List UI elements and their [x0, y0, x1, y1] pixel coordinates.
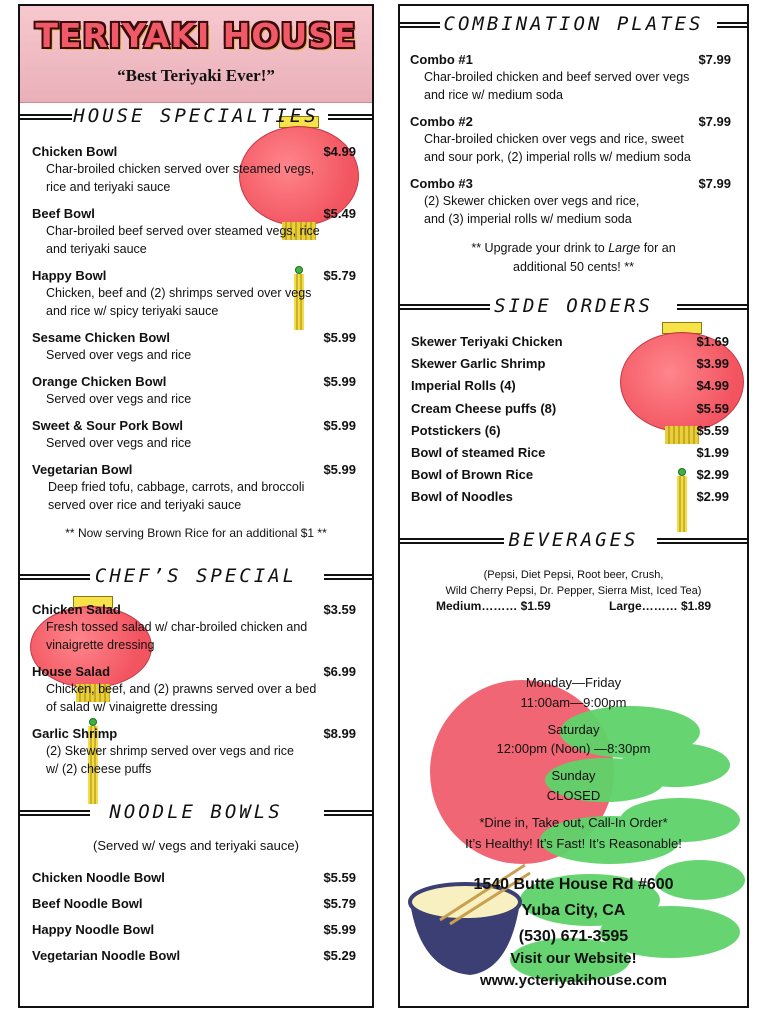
side-order-item: Skewer Garlic Shrimp $3.99: [411, 356, 729, 371]
menu-item: Vegetarian Bowl $5.99 Deep fried tofu, cabbage, carrots, and broccoli served over rice and teriyaki sauce: [32, 462, 356, 512]
price: $5.99: [323, 462, 356, 477]
price: $5.79: [323, 268, 356, 283]
hours-saturday: 12:00pm (Noon) —8:30pm: [496, 741, 651, 756]
price: $5.59: [696, 401, 729, 416]
price: $7.99: [698, 176, 731, 191]
menu-item: Sweet & Sour Pork Bowl $5.99 Served over vegs and rice: [32, 418, 356, 450]
beverage-large-price: Large……… $1.89: [609, 599, 712, 613]
section-title: SIDE ORDERS: [494, 295, 653, 317]
price: $5.49: [323, 206, 356, 221]
menu-item: Chicken Noodle Bowl $5.59: [32, 870, 356, 885]
price: $1.69: [696, 334, 729, 349]
menu-item: Beef Bowl $5.49 Char-broiled beef served over steamed vegs, rice and teriyaki sauce: [32, 206, 356, 256]
price: $6.99: [323, 664, 356, 679]
section-title: COMBINATION PLATES: [443, 13, 704, 35]
section-header-house-specialties: [20, 106, 372, 132]
hours-weekday-label: Monday—Friday: [525, 675, 622, 690]
price: $3.59: [323, 602, 356, 617]
price: $4.99: [696, 378, 729, 393]
brown-rice-note: ** Now serving Brown Rice for an additional $1 **: [65, 526, 327, 540]
side-order-item: Skewer Teriyaki Chicken $1.69: [411, 334, 729, 349]
price: $5.99: [323, 330, 356, 345]
left-menu-panel: [18, 4, 374, 1008]
price: $5.59: [696, 423, 729, 438]
hours-weekday: 11:00am—9:00pm: [520, 695, 627, 710]
beverage-list: (Pepsi, Diet Pepsi, Root beer, Crush, Wild Cherry Pepsi, Dr. Pepper, Sierra Mist, Iced Tea): [445, 569, 702, 597]
menu-item: Combo #2 $7.99 Char-broiled chicken over vegs and rice, sweet and sour pork, (2) imperial rolls w/ medium soda: [410, 114, 731, 164]
price: $4.99: [323, 144, 356, 159]
menu-item: Vegetarian Noodle Bowl $5.29: [32, 948, 356, 963]
side-order-item: Bowl of steamed Rice $1.99: [411, 445, 729, 460]
price: $2.99: [696, 467, 729, 482]
beverage-medium-price: Medium……… $1.59: [436, 599, 551, 613]
visit-website-label: Visit our Website!: [510, 950, 637, 967]
hours-sunday-label: Sunday: [551, 768, 596, 783]
tagline: “Best Teriyaki Ever!”: [117, 66, 275, 85]
menu-item: Beef Noodle Bowl $5.79: [32, 896, 356, 911]
menu-item: Chicken Bowl $4.99 Char-broiled chicken served over steamed vegs, rice and teriyaki sauce: [32, 144, 356, 194]
side-order-item: Potstickers (6) $5.59: [411, 423, 729, 438]
section-header-chefs-special: [20, 566, 372, 592]
phone-number: (530) 671-3595: [518, 928, 629, 945]
hours-sunday: CLOSED: [546, 788, 601, 803]
menu-item: Chicken Salad $3.59 Fresh tossed salad w/ char-broiled chicken and vinaigrette dressing: [32, 602, 356, 652]
price: $5.99: [323, 418, 356, 433]
restaurant-logo-title: TERIYAKI HOUSE: [35, 16, 357, 55]
price: $5.79: [323, 896, 356, 911]
section-title: NOODLE BOWLS: [109, 801, 283, 823]
section-header-noodle-bowls: [20, 802, 372, 828]
section-header-side-orders: [400, 296, 747, 322]
website-link[interactable]: www.ycteriyakihouse.com: [479, 972, 668, 989]
banner: [20, 6, 372, 103]
price: $7.99: [698, 114, 731, 129]
menu-item: House Salad $6.99 Chicken, beef, and (2) prawns served over a bed of salad w/ vinaigrette dressing: [32, 664, 356, 714]
menu-item: Garlic Shrimp $8.99 (2) Skewer shrimp served over vegs and rice w/ (2) cheese puffs: [32, 726, 356, 776]
drink-upgrade-note: ** Upgrade your drink to Large for an additional 50 cents! **: [471, 241, 676, 274]
menu-item: Sesame Chicken Bowl $5.99 Served over vegs and rice: [32, 330, 356, 362]
menu-item: Combo #1 $7.99 Char-broiled chicken and beef served over vegs and rice w/ medium soda: [410, 52, 731, 102]
side-order-item: Cream Cheese puffs (8) $5.59: [411, 401, 729, 416]
side-order-item: Bowl of Noodles $2.99: [411, 489, 729, 504]
price: $5.59: [323, 870, 356, 885]
menu-item: Happy Noodle Bowl $5.99: [32, 922, 356, 937]
price: $3.99: [696, 356, 729, 371]
price: $1.99: [696, 445, 729, 460]
right-menu-panel: [398, 4, 749, 1008]
price: $2.99: [696, 489, 729, 504]
side-order-item: Bowl of Brown Rice $2.99: [411, 467, 729, 482]
noodle-subtitle: (Served w/ vegs and teriyaki sauce): [93, 838, 299, 853]
city: Yuba City, CA: [521, 902, 626, 919]
price: $5.99: [323, 922, 356, 937]
section-header-beverages: [400, 530, 747, 556]
price: $7.99: [698, 52, 731, 67]
section-title: HOUSE SPECIALTIES: [73, 105, 319, 127]
address: 1540 Butte House Rd #600: [473, 876, 674, 893]
service-options: *Dine in, Take out, Call-In Order*: [479, 815, 668, 830]
section-title: CHEF’S SPECIAL: [94, 565, 298, 587]
menu-item: Orange Chicken Bowl $5.99 Served over vegs and rice: [32, 374, 356, 406]
price: $5.99: [323, 374, 356, 389]
section-title: BEVERAGES: [508, 529, 639, 551]
section-header-combination-plates: [400, 14, 747, 40]
side-order-item: Imperial Rolls (4) $4.99: [411, 378, 729, 393]
price: $8.99: [323, 726, 356, 741]
menu-item: Combo #3 $7.99 (2) Skewer chicken over vegs and rice, and (3) imperial rolls w/ medium soda: [410, 176, 731, 226]
price: $5.29: [323, 948, 356, 963]
slogan: It’s Healthy! It’s Fast! It’s Reasonable!: [465, 836, 682, 851]
hours-saturday-label: Saturday: [547, 722, 600, 737]
menu-item: Happy Bowl $5.79 Chicken, beef and (2) shrimps served over vegs and rice w/ spicy teriyaki sauce: [32, 268, 356, 318]
